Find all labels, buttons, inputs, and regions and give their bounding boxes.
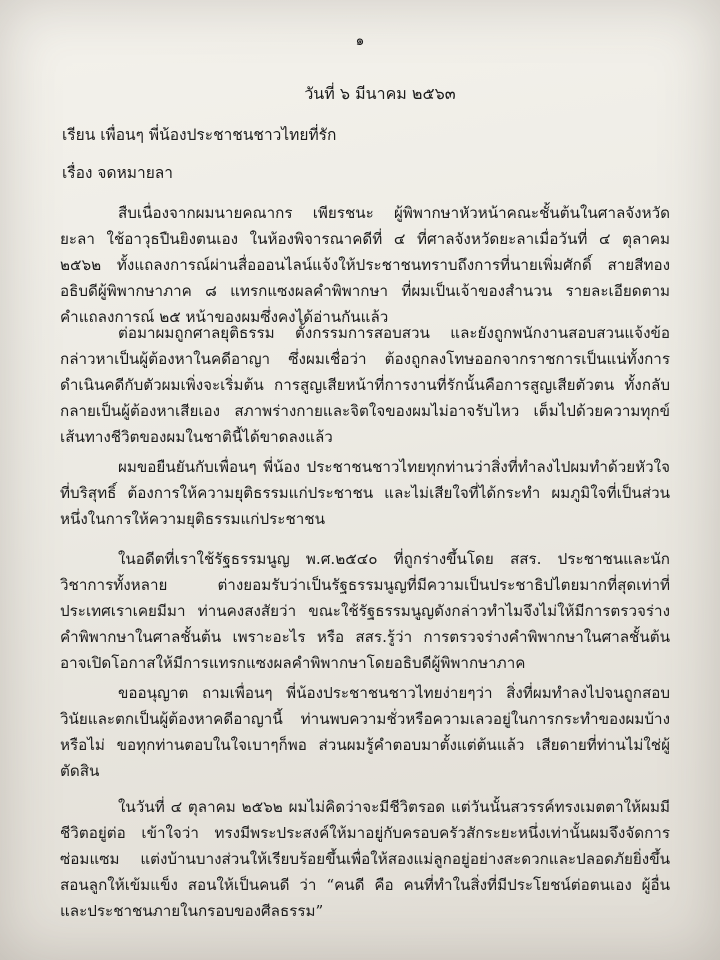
letter-subject: เรื่อง จดหมายลา xyxy=(62,164,173,182)
letter-date: วันที่ ๖ มีนาคม ๒๕๖๓ xyxy=(304,84,456,103)
letter-paragraph: ในวันที่ ๔ ตุลาคม ๒๕๖๒ ผมไม่คิดว่าจะมีชีวิตรอด แต่วันนั้นสวรรค์ทรงเมตตาให้ผมมีชีวิตอยู่ต่อ เข้าใจว่า ทรงมีพระประสงค์ให้มาอยู่กับครอบครัวสักระยะหนึ่งเท่านั้นผมจึงจัดการซ่อมแซม แต่งบ้านบางส่วนให้เรียบร้อยขึ้นเพื่อให้สองแม่ลูกอยู่อย่างสะดวกและปลอดภัยยิ่งขึ้นสอนลูกให้เข้มแข็ง สอนให้เป็นคนดี ว่า “คนดี คือ คนที่ทำในสิ่งที่มีประโยชน์ต่อตนเอง ผู้อื่น และประชาชนภายในกรอบของศีลธรรม” xyxy=(60,798,670,920)
letter-paragraph: ในอดีตที่เราใช้รัฐธรรมนูญ พ.ศ.๒๕๔๐ ที่ถูกร่างขึ้นโดย สสร. ประชาชนและนักวิชาการทั้งหลาย ต่างยอมรับว่าเป็นรัฐธรรมนูญที่มีความเป็นประชาธิปไตยมากที่สุดเท่าที่ประเทศเราเคยมีมา ท่านคงสงสัยว่า ขณะใช้รัฐธรรมนูญดังกล่าวทำไมจึงไม่ให้มีการตรวจร่างคำพิพากษาในศาลชั้นต้น เพราะอะไร หรือ สสร.รู้ว่า การตรวจร่างคำพิพากษาในศาลชั้นต้นอาจเปิดโอกาสให้มีการแทรกแซงผลคำพิพากษาโดยอธิบดีผู้พิพากษาภาค xyxy=(60,550,670,672)
letter-salutation: เรียน เพื่อนๆ พี่น้องประชาชนชาวไทยที่รัก xyxy=(62,126,337,144)
letter-paragraph: สืบเนื่องจากผมนายคณากร เพียรชนะ ผู้พิพากษาหัวหน้าคณะชั้นต้นในศาลจังหวัดยะลา ใช้อาวุธปืนยิงตนเอง ในห้องพิจารณาคดีที่ ๔ ที่ศาลจังหวัดยะลาเมื่อวันที่ ๔ ตุลาคม ๒๕๖๒ ทั้งแถลงการณ์ผ่านสื่อออนไลน์แจ้งให้ประชาชนทราบถึงการที่นายเพิ่มศักดิ์ สายสีทอง อธิบดีผู้พิพากษาภาค ๘ แทรกแซงผลคำพิพากษา ที่ผมเป็นเจ้าของสำนวน รายละเอียดตามคำแถลงการณ์ ๒๕ หน้าของผมซึ่งคงได้อ่านกันแล้ว xyxy=(60,204,670,326)
letter-paragraph: ต่อมาผมถูกศาลยุติธรรม ตั้งกรรมการสอบสวน และยังถูกพนักงานสอบสวนแจ้งข้อกล่าวหาเป็นผู้ต้องหาในคดีอาญา ซึ่งผมเชื่อว่า ต้องถูกลงโทษออกจากราชการเป็นแน่ทั้งการดำเนินคดีกับตัวผมเพิ่งจะเริ่มต้น การสูญเสียหน้าที่การงานที่รักนั้นคือการสูญเสียตัวตน ทั้งกลับกลายเป็นผู้ต้องหาเสียเอง สภาพร่างกายและจิตใจของผมไม่อาจรับไหว เต็มไปด้วยความทุกข์เส้นทางชีวิตของผมในชาตินี้ได้ขาดลงแล้ว xyxy=(60,324,670,446)
letter-paragraph: ผมขอยืนยันกับเพื่อนๆ พี่น้อง ประชาชนชาวไทยทุกท่านว่าสิ่งที่ทำลงไปผมทำด้วยหัวใจที่บริสุทธิ์ ต้องการให้ความยุติธรรมแก่ประชาชน และไม่เสียใจที่ได้กระทำ ผมภูมิใจที่เป็นส่วนหนึ่งในการให้ความยุติธรรมแก่ประชาชน xyxy=(60,458,670,528)
letter-paragraph: ขออนุญาต ถามเพื่อนๆ พี่น้องประชาชนชาวไทยง่ายๆว่า สิ่งที่ผมทำลงไปจนถูกสอบวินัยและตกเป็นผู้ต้องหาคดีอาญานี้ ท่านพบความชั่วหรือความเลวอยู่ในการกระทำของผมบ้างหรือไม่ ขอทุกท่านตอบในใจเบาๆก็พอ ส่วนผมรู้คำตอบมาตั้งแต่ต้นแล้ว เสียดายที่ท่านไม่ใช่ผู้ตัดสิน xyxy=(60,684,670,780)
page-number: ๑ xyxy=(355,33,365,49)
